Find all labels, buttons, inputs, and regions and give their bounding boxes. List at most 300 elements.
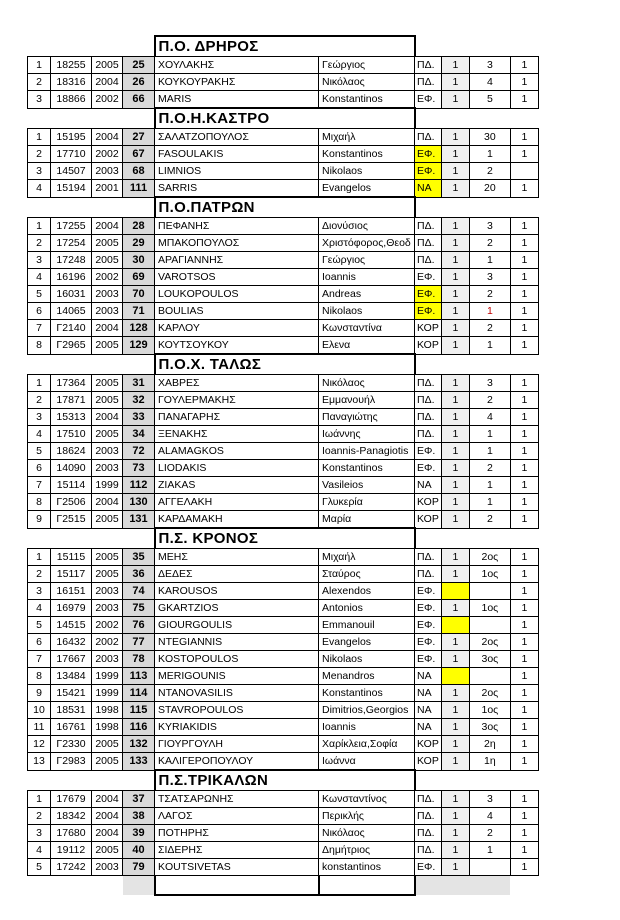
birth-year: 2005 — [92, 511, 123, 529]
bib-number: 31 — [123, 375, 155, 392]
results-sheet — [27, 35, 539, 896]
row-position: 5 — [28, 286, 51, 303]
value-3: 1 — [510, 337, 538, 355]
value-3: 1 — [510, 320, 538, 337]
value-3: 1 — [510, 392, 538, 409]
athlete-row — [28, 808, 539, 825]
bib-number: 75 — [123, 600, 155, 617]
athlete-surname: ΧΑΒΡΕΣ — [155, 375, 319, 392]
row-position: 2 — [28, 235, 51, 252]
birth-year: 2004 — [92, 129, 123, 146]
registration-id: 15421 — [51, 685, 92, 702]
header-spacer — [441, 36, 469, 57]
row-position: 5 — [28, 617, 51, 634]
registration-id: 16761 — [51, 719, 92, 736]
bib-number: 114 — [123, 685, 155, 702]
athlete-first-name: Μιχαήλ — [319, 549, 415, 566]
value-1: 1 — [441, 57, 469, 74]
category: ΕΦ. — [415, 269, 442, 286]
bib-number: 36 — [123, 566, 155, 583]
value-3: 1 — [510, 74, 538, 91]
value-2: 3ος — [469, 719, 510, 736]
registration-id: 17248 — [51, 252, 92, 269]
value-3: 1 — [510, 702, 538, 719]
athlete-row — [28, 566, 539, 583]
header-spacer — [92, 108, 123, 129]
registration-id: Γ2983 — [51, 753, 92, 771]
birth-year: 2005 — [92, 566, 123, 583]
athlete-row — [28, 146, 539, 163]
empty-cell — [28, 876, 51, 896]
athlete-row — [28, 235, 539, 252]
athlete-first-name: Δημήτριος — [319, 842, 415, 859]
athlete-row — [28, 409, 539, 426]
value-2: 1 — [469, 426, 510, 443]
registration-id: 14065 — [51, 303, 92, 320]
athlete-surname: ALAMAGKOS — [155, 443, 319, 460]
value-1: 1 — [441, 392, 469, 409]
athlete-row — [28, 702, 539, 719]
club-name: Π.Ο. ΔΡΗΡΟΣ — [155, 36, 415, 57]
athlete-first-name: Nikolaos — [319, 303, 415, 320]
category: ΝΑ — [415, 685, 442, 702]
category: ΚΟΡ — [415, 320, 442, 337]
value-1: 1 — [441, 460, 469, 477]
athlete-first-name: Μιχαήλ — [319, 129, 415, 146]
athlete-surname: ΓΟΥΛΕΡΜΑΚΗΣ — [155, 392, 319, 409]
birth-year: 2003 — [92, 600, 123, 617]
row-position: 10 — [28, 702, 51, 719]
row-position: 8 — [28, 494, 51, 511]
bib-number: 74 — [123, 583, 155, 600]
value-1: 1 — [441, 74, 469, 91]
row-position: 3 — [28, 91, 51, 109]
row-position: 8 — [28, 668, 51, 685]
athlete-first-name: Παναγιώτης — [319, 409, 415, 426]
header-spacer — [415, 197, 442, 218]
value-2: 1ος — [469, 702, 510, 719]
athlete-surname: ΓΙΟΥΡΓΟΥΛΗ — [155, 736, 319, 753]
athlete-surname: KYRIAKIDIS — [155, 719, 319, 736]
header-spacer — [415, 36, 442, 57]
value-1: 1 — [441, 443, 469, 460]
registration-id: 17667 — [51, 651, 92, 668]
header-spacer — [469, 36, 510, 57]
birth-year: 1998 — [92, 702, 123, 719]
value-3 — [510, 163, 538, 180]
registration-id: 17255 — [51, 218, 92, 235]
value-2: 3 — [469, 218, 510, 235]
header-spacer — [123, 528, 155, 549]
header-spacer — [123, 197, 155, 218]
header-spacer — [469, 108, 510, 129]
value-3: 1 — [510, 91, 538, 109]
value-2: 1 — [469, 337, 510, 355]
value-2: 5 — [469, 91, 510, 109]
athlete-row — [28, 600, 539, 617]
category: ΠΔ. — [415, 791, 442, 808]
header-spacer — [441, 770, 469, 791]
value-2: 1ος — [469, 600, 510, 617]
row-position: 2 — [28, 808, 51, 825]
header-spacer — [51, 36, 92, 57]
athlete-first-name: Ioannis — [319, 719, 415, 736]
value-3: 1 — [510, 651, 538, 668]
header-spacer — [51, 770, 92, 791]
athlete-surname: STAVROPOULOS — [155, 702, 319, 719]
header-spacer — [28, 770, 51, 791]
header-spacer — [469, 354, 510, 375]
value-2: 1 — [469, 146, 510, 163]
header-spacer — [51, 197, 92, 218]
athlete-row — [28, 842, 539, 859]
athlete-surname: ΚΑΡΛΟΥ — [155, 320, 319, 337]
empty-cell — [92, 876, 123, 896]
bib-number: 115 — [123, 702, 155, 719]
birth-year: 2003 — [92, 303, 123, 320]
empty-cell — [155, 876, 319, 896]
birth-year: 2005 — [92, 252, 123, 269]
athlete-first-name: Εμμανουήλ — [319, 392, 415, 409]
value-2: 2 — [469, 460, 510, 477]
athlete-row — [28, 753, 539, 771]
birth-year: 2005 — [92, 736, 123, 753]
header-spacer — [28, 197, 51, 218]
value-1: 1 — [441, 736, 469, 753]
category: ΝΑ — [415, 719, 442, 736]
athlete-row — [28, 825, 539, 842]
athlete-first-name: Ιωάννης — [319, 426, 415, 443]
athlete-first-name: Antonios — [319, 600, 415, 617]
bib-number: 71 — [123, 303, 155, 320]
athlete-row — [28, 494, 539, 511]
athlete-surname: ΠΑΝΑΓΑΡΗΣ — [155, 409, 319, 426]
athlete-row — [28, 129, 539, 146]
bib-number: 30 — [123, 252, 155, 269]
athlete-first-name: Konstantinos — [319, 685, 415, 702]
athlete-surname: KOUTSIVETAS — [155, 859, 319, 876]
header-spacer — [469, 197, 510, 218]
athlete-surname: LOUKOPOULOS — [155, 286, 319, 303]
row-position: 9 — [28, 511, 51, 529]
row-position: 1 — [28, 375, 51, 392]
value-2: 1 — [469, 842, 510, 859]
birth-year: 2004 — [92, 494, 123, 511]
athlete-first-name: Μαρία — [319, 511, 415, 529]
value-3: 1 — [510, 443, 538, 460]
value-3: 1 — [510, 791, 538, 808]
athlete-row — [28, 460, 539, 477]
value-1: 1 — [441, 409, 469, 426]
athlete-first-name: Evangelos — [319, 634, 415, 651]
athlete-first-name: Ελενα — [319, 337, 415, 355]
row-position: 1 — [28, 791, 51, 808]
registration-id: 18316 — [51, 74, 92, 91]
value-1: 1 — [441, 825, 469, 842]
registration-id: 18342 — [51, 808, 92, 825]
registration-id: 15195 — [51, 129, 92, 146]
row-position: 4 — [28, 269, 51, 286]
row-position: 7 — [28, 320, 51, 337]
athlete-surname: ΣΑΛΑΤΖΟΠΟΥΛΟΣ — [155, 129, 319, 146]
athlete-row — [28, 320, 539, 337]
bib-number: 66 — [123, 91, 155, 109]
bib-number: 79 — [123, 859, 155, 876]
category: ΚΟΡ — [415, 753, 442, 771]
value-2: 1 — [469, 303, 510, 320]
value-1: 1 — [441, 549, 469, 566]
header-spacer — [510, 197, 538, 218]
category: ΝΑ — [415, 180, 442, 198]
value-1: 1 — [441, 842, 469, 859]
athlete-row — [28, 218, 539, 235]
athlete-surname: ΑΓΓΕΛΑΚΗ — [155, 494, 319, 511]
value-3: 1 — [510, 583, 538, 600]
athlete-surname: MERIGOUNIS — [155, 668, 319, 685]
header-spacer — [441, 354, 469, 375]
athlete-surname: ΣΙΔΕΡΗΣ — [155, 842, 319, 859]
athlete-first-name: Alexendos — [319, 583, 415, 600]
value-1: 1 — [441, 685, 469, 702]
bib-number: 25 — [123, 57, 155, 74]
athlete-first-name: Andreas — [319, 286, 415, 303]
row-position: 2 — [28, 566, 51, 583]
athlete-row — [28, 511, 539, 529]
row-position: 13 — [28, 753, 51, 771]
registration-id: 18624 — [51, 443, 92, 460]
category: ΠΔ. — [415, 566, 442, 583]
value-1: 1 — [441, 634, 469, 651]
value-3: 1 — [510, 736, 538, 753]
header-spacer — [469, 770, 510, 791]
value-3: 1 — [510, 549, 538, 566]
value-2: 1 — [469, 477, 510, 494]
athlete-first-name: Νικόλαος — [319, 74, 415, 91]
value-2: 4 — [469, 409, 510, 426]
value-2: 4 — [469, 808, 510, 825]
athlete-row — [28, 286, 539, 303]
category: ΠΔ. — [415, 549, 442, 566]
athlete-row — [28, 57, 539, 74]
value-1: 1 — [441, 494, 469, 511]
row-position: 2 — [28, 74, 51, 91]
value-3: 1 — [510, 753, 538, 771]
value-2: 2η — [469, 736, 510, 753]
header-spacer — [28, 108, 51, 129]
row-position: 1 — [28, 218, 51, 235]
row-position: 4 — [28, 600, 51, 617]
value-3: 1 — [510, 460, 538, 477]
athlete-row — [28, 303, 539, 320]
athlete-row — [28, 634, 539, 651]
birth-year: 2002 — [92, 146, 123, 163]
athlete-first-name: Σταύρος — [319, 566, 415, 583]
category: ΕΦ. — [415, 146, 442, 163]
value-3: 1 — [510, 511, 538, 529]
value-2: 3 — [469, 57, 510, 74]
category: ΠΔ. — [415, 375, 442, 392]
value-2: 4 — [469, 74, 510, 91]
birth-year: 2004 — [92, 409, 123, 426]
athlete-surname: ΚΑΛΙΓΕΡΟΠΟΥΛΟΥ — [155, 753, 319, 771]
bib-number: 37 — [123, 791, 155, 808]
category: ΠΔ. — [415, 842, 442, 859]
category: ΕΦ. — [415, 634, 442, 651]
athlete-surname: ZIAKAS — [155, 477, 319, 494]
empty-cell — [123, 876, 155, 896]
header-spacer — [510, 36, 538, 57]
club-name: Π.Σ. ΚΡΟΝΟΣ — [155, 528, 415, 549]
athlete-surname: ΞΕΝΑΚΗΣ — [155, 426, 319, 443]
value-1: 1 — [441, 791, 469, 808]
bib-number: 40 — [123, 842, 155, 859]
athlete-row — [28, 426, 539, 443]
header-spacer — [510, 770, 538, 791]
athlete-surname: MARIS — [155, 91, 319, 109]
header-spacer — [92, 36, 123, 57]
birth-year: 2004 — [92, 808, 123, 825]
empty-cell — [319, 876, 415, 896]
club-name: Π.Σ.ΤΡΙΚΑΛΩΝ — [155, 770, 415, 791]
registration-id: 17679 — [51, 791, 92, 808]
category: ΕΦ. — [415, 600, 442, 617]
category: ΠΔ. — [415, 235, 442, 252]
birth-year: 2003 — [92, 651, 123, 668]
value-2: 2ος — [469, 685, 510, 702]
value-1: 1 — [441, 566, 469, 583]
value-2: 1 — [469, 252, 510, 269]
row-position: 4 — [28, 180, 51, 198]
registration-id: 17871 — [51, 392, 92, 409]
category: ΕΦ. — [415, 583, 442, 600]
row-position: 7 — [28, 651, 51, 668]
bib-number: 112 — [123, 477, 155, 494]
value-2: 3 — [469, 375, 510, 392]
birth-year: 2003 — [92, 286, 123, 303]
category: ΝΑ — [415, 668, 442, 685]
header-spacer — [510, 108, 538, 129]
athlete-first-name: Χριστόφορος,Θεοδ — [319, 235, 415, 252]
athlete-first-name: Nikolaos — [319, 163, 415, 180]
athlete-surname: ΚΑΡΔΑΜΑΚΗ — [155, 511, 319, 529]
bib-number: 28 — [123, 218, 155, 235]
birth-year: 2003 — [92, 443, 123, 460]
athlete-row — [28, 651, 539, 668]
value-2: 30 — [469, 129, 510, 146]
bib-number: 32 — [123, 392, 155, 409]
value-2: 2ος — [469, 549, 510, 566]
value-1: 1 — [441, 375, 469, 392]
category: ΚΟΡ — [415, 511, 442, 529]
bib-number: 116 — [123, 719, 155, 736]
category: ΝΑ — [415, 702, 442, 719]
bib-number: 69 — [123, 269, 155, 286]
registration-id: Γ2506 — [51, 494, 92, 511]
athlete-first-name: Evangelos — [319, 180, 415, 198]
registration-id: 14515 — [51, 617, 92, 634]
header-spacer — [441, 528, 469, 549]
header-spacer — [92, 528, 123, 549]
bib-number: 131 — [123, 511, 155, 529]
value-1: 1 — [441, 269, 469, 286]
row-position: 1 — [28, 57, 51, 74]
registration-id: Γ2140 — [51, 320, 92, 337]
registration-id: 15115 — [51, 549, 92, 566]
bib-number: 72 — [123, 443, 155, 460]
bib-number: 68 — [123, 163, 155, 180]
value-3: 1 — [510, 426, 538, 443]
bib-number: 73 — [123, 460, 155, 477]
athlete-row — [28, 668, 539, 685]
value-3: 1 — [510, 494, 538, 511]
value-2: 20 — [469, 180, 510, 198]
header-spacer — [415, 108, 442, 129]
athlete-surname: ΠΟΤΗΡΗΣ — [155, 825, 319, 842]
birth-year: 2004 — [92, 791, 123, 808]
birth-year: 2002 — [92, 617, 123, 634]
registration-id: 19112 — [51, 842, 92, 859]
bib-number: 111 — [123, 180, 155, 198]
category: ΕΦ. — [415, 163, 442, 180]
value-2: 2 — [469, 235, 510, 252]
category: ΚΟΡ — [415, 736, 442, 753]
value-1: 1 — [441, 426, 469, 443]
row-position: 3 — [28, 409, 51, 426]
value-2: 2 — [469, 825, 510, 842]
registration-id: 13484 — [51, 668, 92, 685]
empty-cell — [415, 876, 442, 896]
value-2: 1ος — [469, 566, 510, 583]
athlete-surname: GIOURGOULIS — [155, 617, 319, 634]
birth-year: 1998 — [92, 719, 123, 736]
row-position: 4 — [28, 426, 51, 443]
value-3: 1 — [510, 668, 538, 685]
athlete-surname: KOSTOPOULOS — [155, 651, 319, 668]
bib-number: 77 — [123, 634, 155, 651]
registration-id: 18531 — [51, 702, 92, 719]
empty-cell — [51, 876, 92, 896]
athlete-first-name: Γεώργιος — [319, 252, 415, 269]
athlete-first-name: Γλυκερία — [319, 494, 415, 511]
value-2: 1 — [469, 494, 510, 511]
club-name: Π.Ο.Χ. ΤΑΛΩΣ — [155, 354, 415, 375]
club-name: Π.Ο.Η.ΚΑΣΤΡΟ — [155, 108, 415, 129]
registration-id: 17242 — [51, 859, 92, 876]
athlete-first-name: Menandros — [319, 668, 415, 685]
athlete-first-name: Ιωάννα — [319, 753, 415, 771]
athlete-surname: ΜΠΑΚΟΠΟΥΛΟΣ — [155, 235, 319, 252]
row-position: 6 — [28, 303, 51, 320]
registration-id: 16979 — [51, 600, 92, 617]
category: ΠΔ. — [415, 218, 442, 235]
registration-id: 18866 — [51, 91, 92, 109]
birth-year: 2003 — [92, 460, 123, 477]
athlete-first-name: Nikolaos — [319, 651, 415, 668]
value-2: 2 — [469, 392, 510, 409]
row-position: 8 — [28, 337, 51, 355]
athlete-first-name: Κωνσταντίνος — [319, 791, 415, 808]
athlete-first-name: Konstantinos — [319, 91, 415, 109]
value-1: 1 — [441, 180, 469, 198]
empty-cell — [510, 876, 538, 896]
athlete-surname: SARRIS — [155, 180, 319, 198]
value-2: 3ος — [469, 651, 510, 668]
birth-year: 2004 — [92, 320, 123, 337]
birth-year: 2002 — [92, 269, 123, 286]
category: ΠΔ. — [415, 74, 442, 91]
bib-number: 130 — [123, 494, 155, 511]
category: ΠΔ. — [415, 426, 442, 443]
